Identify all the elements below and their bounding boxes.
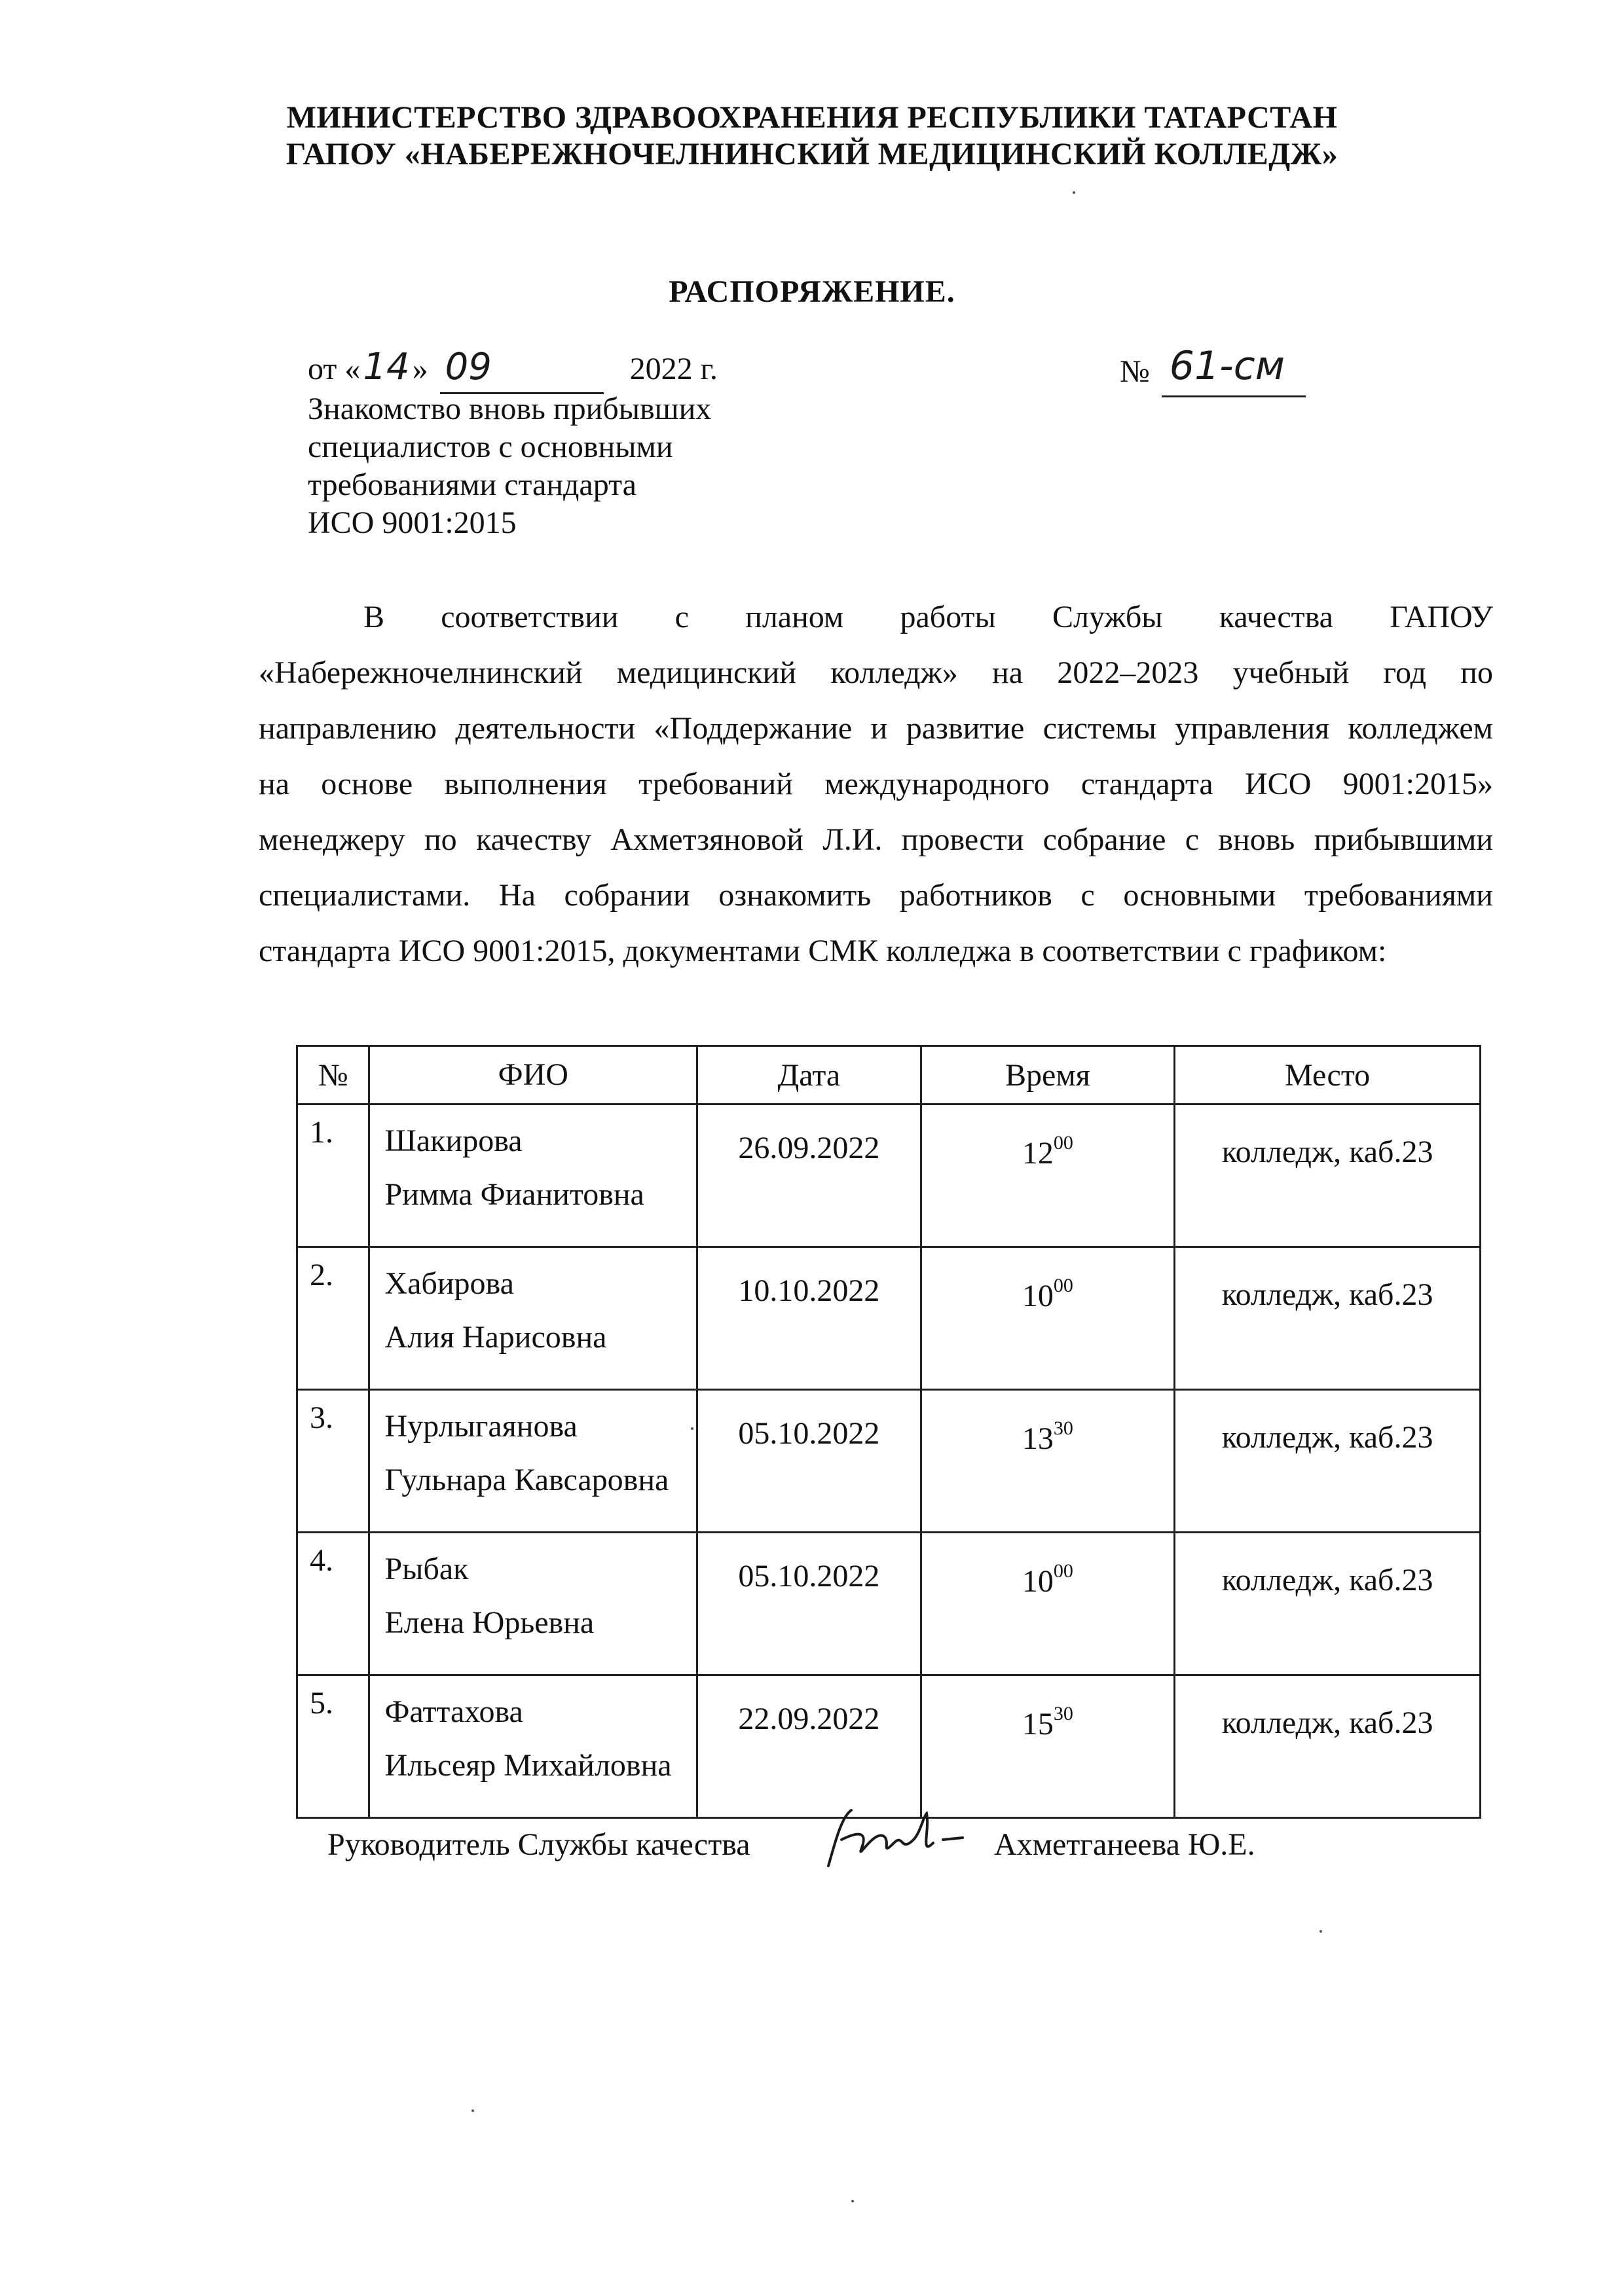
header-number: № [297,1046,369,1104]
row-surname: Фаттахова [384,1694,523,1729]
date-year: 2022 г. [629,352,718,386]
signatory-position: Руководитель Службы качества [327,1827,750,1862]
body-line: направлению деятельности «Поддержание и развитие системы управления колледжем [259,711,1493,746]
time-minutes: 00 [1053,1275,1073,1296]
row-given-name: Гульнара Кавсаровна [384,1463,669,1497]
row-place: колледж, каб.23 [1175,1390,1481,1533]
date-month-line [440,346,604,394]
table-row [297,1675,1481,1818]
time-hours: 13 [1022,1421,1054,1456]
row-given-name: Алия Нарисовна [384,1320,607,1355]
scan-speck [1320,1930,1322,1933]
row-date: 10.10.2022 [697,1247,921,1390]
row-time [921,1247,1175,1390]
subject-line: Знакомство вновь прибывших [308,392,712,426]
row-surname: Шакирова [384,1123,523,1158]
subject-line: ИСО 9001:2015 [308,505,517,540]
body-line: В соответствии с планом работы Службы качества ГАПОУ [363,600,1493,634]
row-fio [369,1533,697,1675]
document-number [1120,343,1306,393]
row-given-name: Ильсеяр Михайловна [384,1748,672,1783]
table-header-row [297,1046,1481,1104]
row-surname: Хабирова [384,1266,514,1301]
table-row [297,1390,1481,1533]
row-place: колледж, каб.23 [1175,1247,1481,1390]
row-fio [369,1104,697,1247]
time-hours: 10 [1022,1279,1054,1313]
header-fio: ФИО [369,1046,697,1104]
subject-line: требованиями стандарта [308,467,637,502]
handwritten-signature [822,1804,972,1879]
header-place: Место [1175,1046,1481,1104]
row-time [921,1104,1175,1247]
row-number: 2. [297,1247,369,1390]
scan-speck [471,2109,474,2112]
body-line: «Набережночелнинский медицинский колледж» на 2022–2023 учебный год по [259,655,1493,690]
row-number: 1. [297,1104,369,1247]
time-hours: 10 [1022,1564,1054,1599]
time-minutes: 30 [1053,1703,1073,1724]
header-time: Время [921,1046,1175,1104]
row-place: колледж, каб.23 [1175,1104,1481,1247]
row-given-name: Римма Фианитовна [384,1177,644,1212]
row-date: 05.10.2022 [697,1390,921,1533]
document-subject [308,390,711,542]
table-row [297,1247,1481,1390]
row-surname: Рыбак [384,1552,469,1586]
scan-speck [851,2200,854,2202]
ministry-heading: МИНИСТЕРСТВО ЗДРАВООХРАНЕНИЯ РЕСПУБЛИКИ ТАТАРСТАН [286,100,1338,135]
number-value: 61-см [1169,343,1285,389]
row-date: 26.09.2022 [697,1104,921,1247]
row-number: 4. [297,1533,369,1675]
number-line [1162,343,1306,397]
college-heading: ГАПОУ «НАБЕРЕЖНОЧЕЛНИНСКИЙ МЕДИЦИНСКИЙ КОЛЛЕДЖ» [286,137,1338,172]
row-fio [369,1390,697,1533]
row-place: колледж, каб.23 [1175,1675,1481,1818]
schedule-table [296,1045,1481,1819]
row-fio [369,1247,697,1390]
table-row [297,1104,1481,1247]
date-day: 14 [363,346,410,388]
row-time [921,1533,1175,1675]
body-line: специалистами. На собрании ознакомить работников с основными требованиями [259,878,1493,913]
row-number: 3. [297,1390,369,1533]
row-surname: Нурлыгаянова [384,1409,578,1444]
time-hours: 15 [1022,1707,1054,1741]
scan-speck [691,1427,693,1430]
row-number: 5. [297,1675,369,1818]
row-given-name: Елена Юрьевна [384,1605,595,1640]
body-paragraph [259,589,1493,979]
row-time [921,1390,1175,1533]
table-row [297,1533,1481,1675]
body-line: менеджеру по качеству Ахметзяновой Л.И. провести собрание с вновь прибывшими [259,822,1493,857]
body-line: стандарта ИСО 9001:2015, документами СМК колледжа в соответствии с графиком: [259,934,1387,968]
number-prefix: № [1120,354,1150,389]
header-date: Дата [697,1046,921,1104]
body-line: на основе выполнения требований международного стандарта ИСО 9001:2015» [259,767,1493,801]
date-month: 09 [445,346,492,388]
document-title: РАСПОРЯЖЕНИЕ. [669,274,955,309]
signatory-name: Ахметганеева Ю.Е. [994,1827,1255,1862]
time-minutes: 00 [1053,1560,1073,1582]
subject-line: специалистов с основными [308,429,673,464]
row-fio [369,1675,697,1818]
time-minutes: 00 [1053,1132,1073,1154]
date-mid: » [412,352,428,386]
scan-speck [1073,191,1075,194]
row-time [921,1675,1175,1818]
row-date: 05.10.2022 [697,1533,921,1675]
time-hours: 12 [1022,1136,1054,1171]
document-date [308,346,718,390]
signature-scribble [822,1804,972,1876]
row-place: колледж, каб.23 [1175,1533,1481,1675]
date-prefix: от « [308,352,361,386]
row-date: 22.09.2022 [697,1675,921,1818]
time-minutes: 30 [1053,1417,1073,1439]
